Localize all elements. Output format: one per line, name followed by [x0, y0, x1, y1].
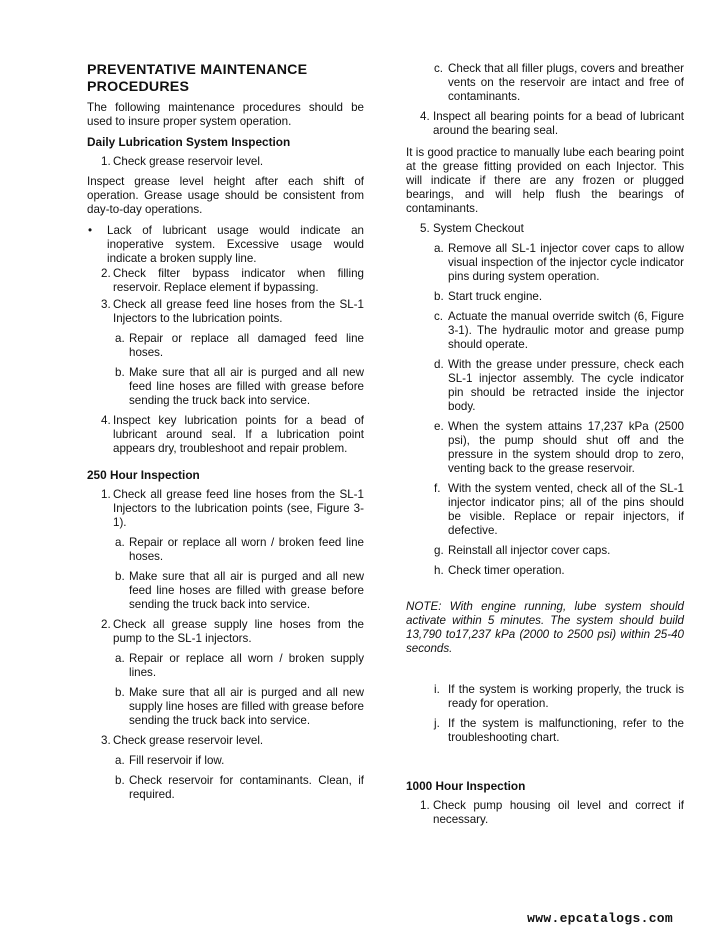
h250-step-3: 3. Check grease reservoir level.	[101, 734, 264, 747]
step-5f: f. With the system vented, check all of the SL-1 injector indicator pins; all of the pins should be visible. Replace or repair injectors, if defective.	[434, 482, 684, 537]
step-5c: c. Actuate the manual override switch (6, Figure 3-1). The hydraulic motor and grease pump should operate.	[434, 310, 684, 351]
step-5b: b. Start truck engine.	[434, 290, 543, 303]
bullet-item: • Lack of lubricant usage would indicate an inoperative system. Excessive usage would indicate a broken supply line.	[88, 224, 364, 265]
h250-step-3a: a. Fill reservoir if low.	[115, 754, 225, 767]
daily-step-3b: b. Make sure that all air is purged and all new feed line hoses are filled with grease before sending the truck back into service.	[115, 366, 364, 407]
step-4: 4. Inspect all bearing points for a bead of lubricant around the bearing seal.	[420, 110, 684, 137]
right-column	[406, 62, 684, 827]
daily-step-2: 2. Check filter bypass indicator when filling reservoir. Replace element if bypassing.	[101, 267, 364, 294]
page-title	[87, 62, 364, 96]
h250-step-1: 1. Check all grease feed line hoses from the SL-1 Injectors to the lubrication points (see, Figure 3-1).	[101, 488, 364, 529]
daily-step-3a: a. Repair or replace all damaged feed line hoses.	[115, 332, 364, 359]
h250-step-1a: a. Repair or replace all worn / broken feed line hoses.	[115, 536, 364, 563]
step-5d: d. With the grease under pressure, check each SL-1 injector assembly. The cycle indicator pin should be retracted inside the injector body.	[434, 358, 684, 413]
step-5h: h. Check timer operation.	[434, 564, 565, 577]
h1000-step-1: 1. Check pump housing oil level and correct if necessary.	[420, 799, 684, 826]
daily-step-4: 4. Inspect key lubrication points for a bead of lubricant around seal. If a lubrication point appears dry, troubleshoot and repair problem.	[101, 414, 364, 455]
daily-step-3: 3. Check all grease feed line hoses from the SL-1 Injectors to the lubrication points.	[101, 298, 364, 325]
practice-paragraph: It is good practice to manually lube each bearing point at the grease fitting provided on each Injector. This will indicate if there are any frozen or plugged bearings, and will help flush the bearings of contaminants.	[406, 146, 684, 215]
h250-step-2b: b. Make sure that all air is purged and all new supply line hoses are filled with grease before sending the truck back into service.	[115, 686, 364, 727]
step-5j: j. If the system is malfunctioning, refer to the troubleshooting chart.	[434, 717, 684, 744]
daily-step-1: 1. Check grease reservoir level.	[101, 155, 264, 168]
h250-step-3b: b. Check reservoir for contaminants. Clean, if required.	[115, 774, 364, 801]
h250-step-1b: b. Make sure that all air is purged and all new feed line hoses are filled with grease before sending the truck back into service.	[115, 570, 364, 611]
daily-heading: Daily Lubrication System Inspection	[87, 135, 291, 149]
title-line-2: PROCEDURES	[87, 79, 190, 95]
daily-paragraph: Inspect grease level height after each shift of operation. Grease usage should be consistent from day-to-day operations.	[87, 175, 364, 216]
website-watermark: www.epcatalogs.com	[527, 911, 673, 926]
step-5i: i. If the system is working properly, the truck is ready for operation.	[434, 683, 684, 710]
reservoir-step-c: c. Check that all filler plugs, covers and breather vents on the reservoir are intact and free of contaminants.	[434, 62, 684, 103]
step-5e: e. When the system attains 17,237 kPa (2500 psi), the pump should shut off and the pressure in the system should drop to zero, venting back to the grease reservoir.	[434, 420, 684, 475]
left-column	[87, 62, 364, 802]
intro-paragraph: The following maintenance procedures should be used to insure proper system operation.	[87, 101, 364, 128]
h250-step-2: 2. Check all grease supply line hoses from the pump to the SL-1 injectors.	[101, 618, 364, 645]
h1000-heading: 1000 Hour Inspection	[406, 779, 526, 793]
step-5g: g. Reinstall all injector cover caps.	[434, 544, 611, 557]
h250-step-2a: a. Repair or replace all worn / broken supply lines.	[115, 652, 364, 679]
step-5: 5. System Checkout	[420, 222, 524, 235]
note-paragraph: NOTE: With engine running, lube system should activate within 5 minutes. The system should build 13,790 to17,237 kPa (2000 to 2500 psi) within 25-40 seconds.	[406, 600, 684, 655]
h250-heading: 250 Hour Inspection	[87, 468, 200, 482]
title-line-1: PREVENTATIVE MAINTENANCE	[87, 62, 308, 78]
step-5a: a. Remove all SL-1 injector cover caps to allow visual inspection of the injector cycle indicator pins during system operation.	[434, 242, 684, 283]
